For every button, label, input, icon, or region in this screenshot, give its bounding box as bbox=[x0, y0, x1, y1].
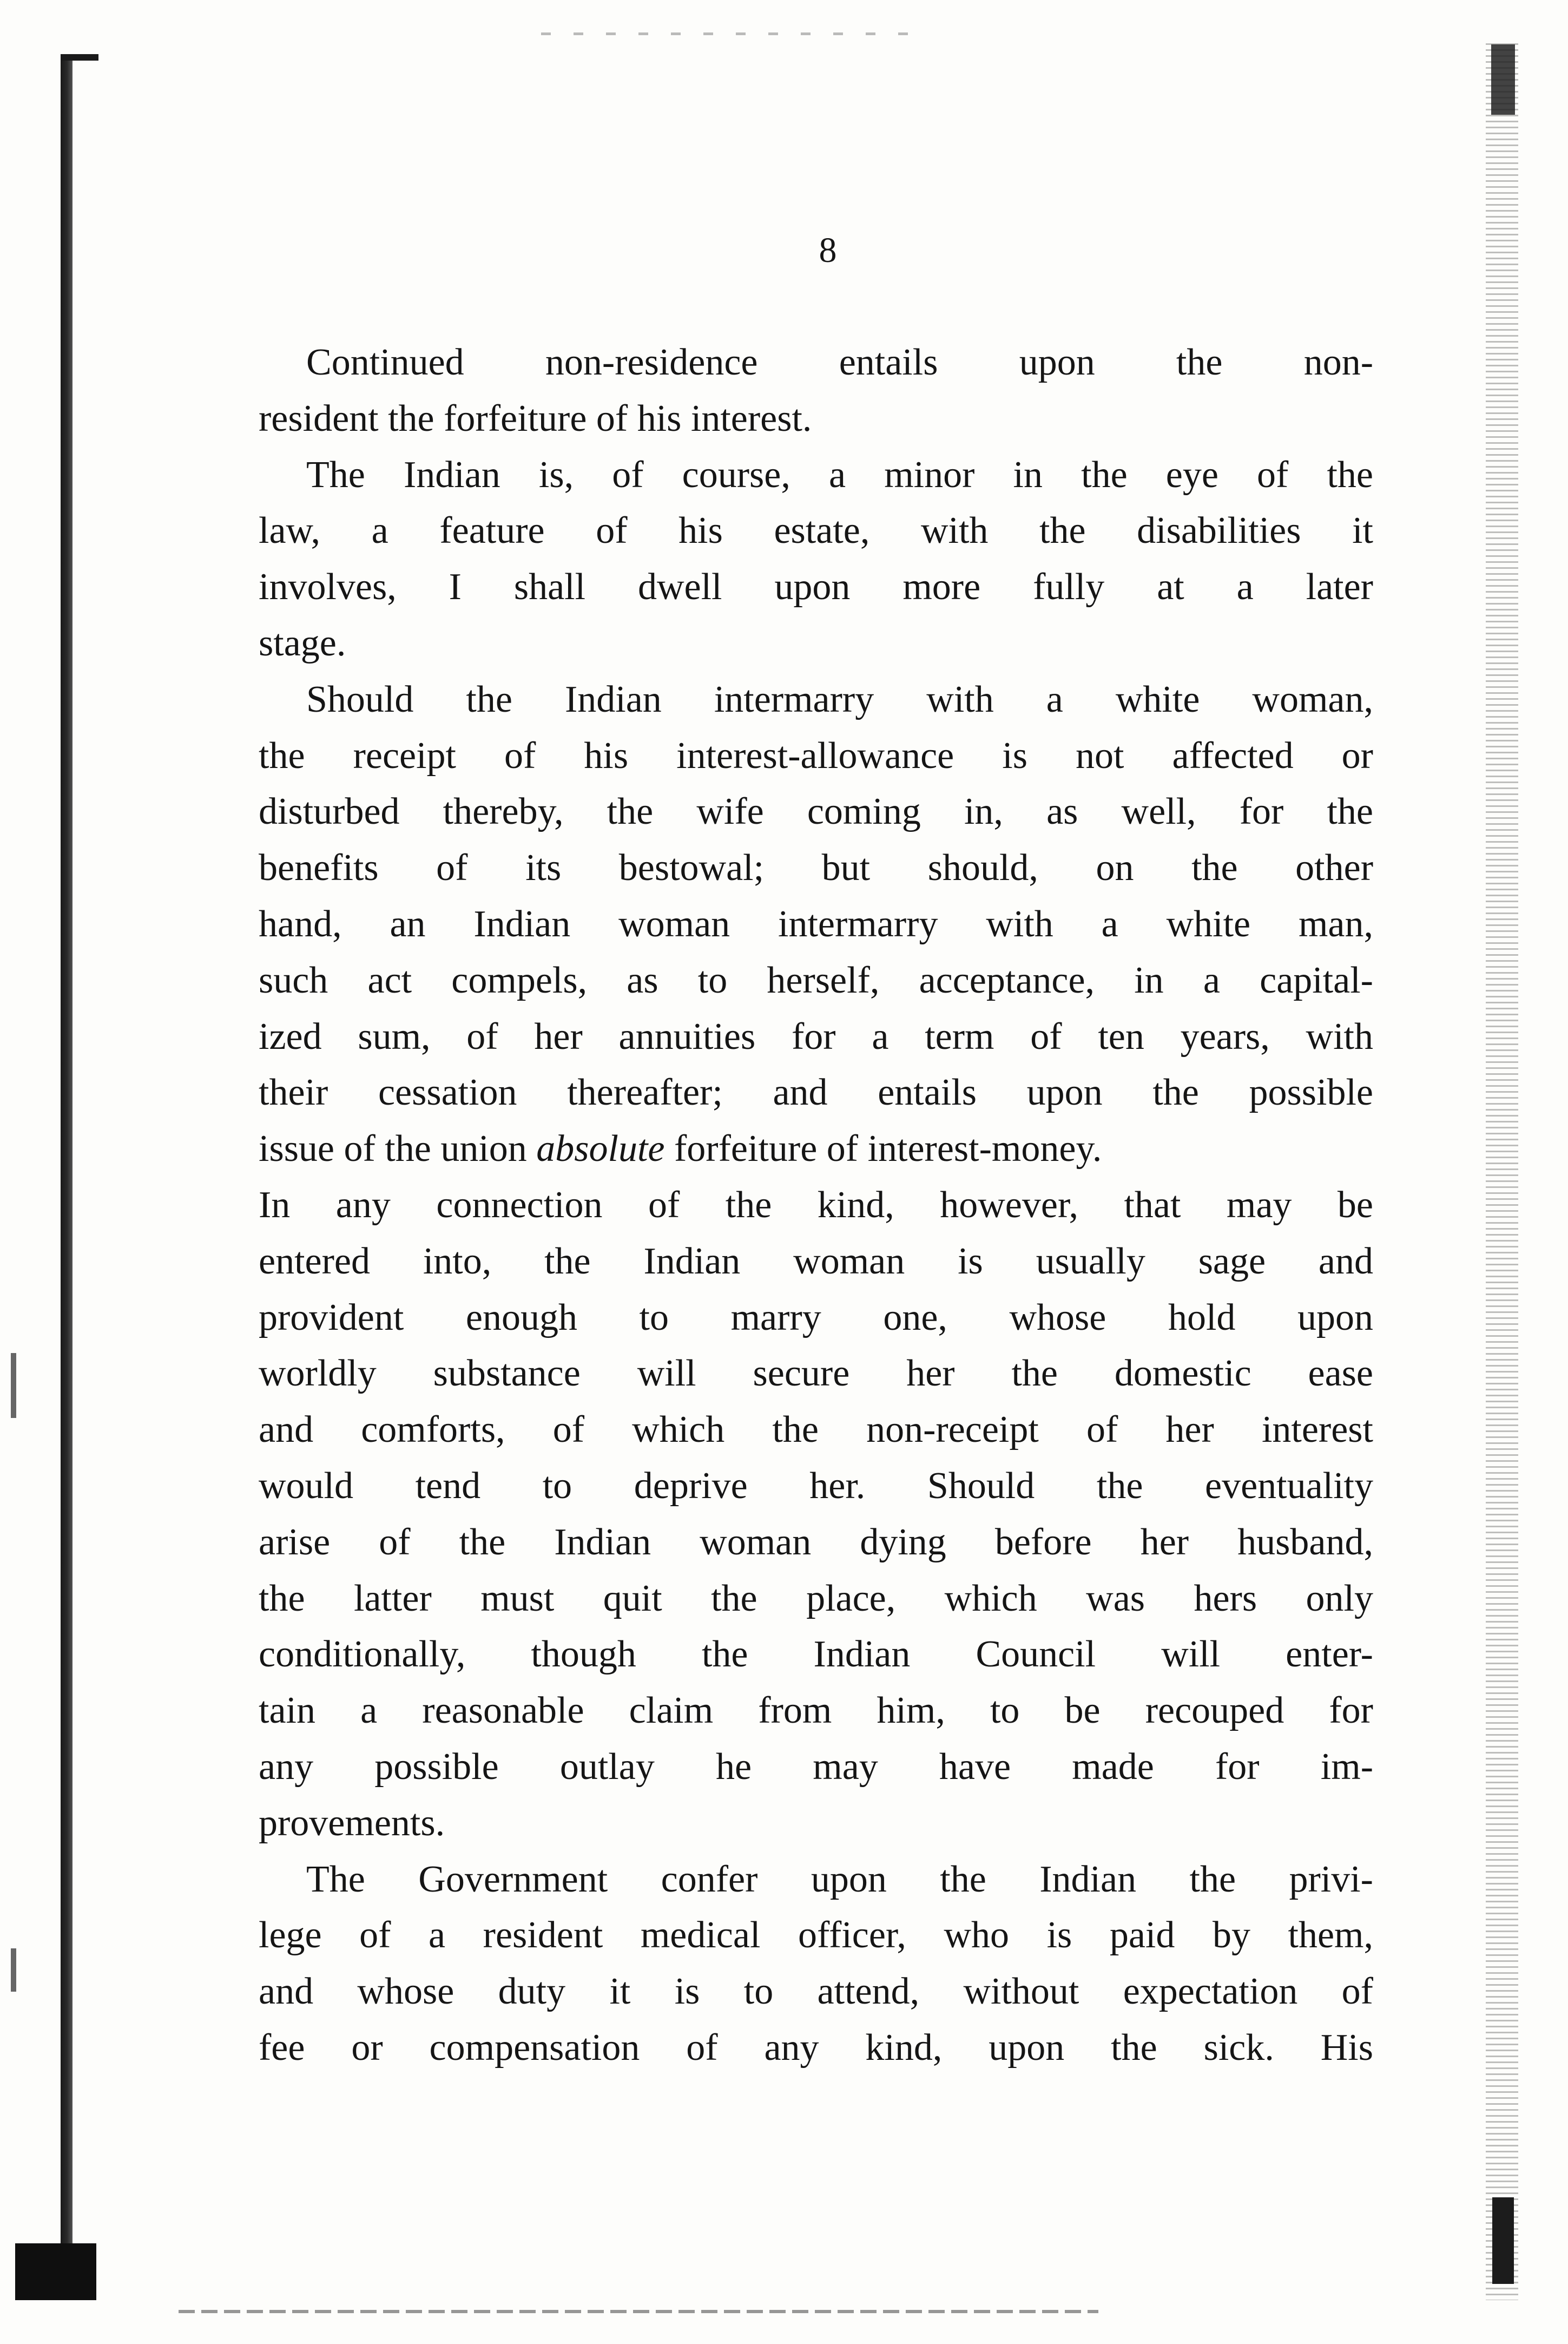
text-line: arise of the Indian woman dying before her husband, bbox=[259, 1521, 1373, 1563]
text-line: disturbed thereby, the wife coming in, as well, for the bbox=[259, 791, 1373, 833]
text-line: and whose duty it is to attend, without expectation of bbox=[259, 1971, 1373, 2013]
scan-left-edge bbox=[61, 54, 73, 2251]
text-line: such act compels, as to herself, acceptance, in a capital- bbox=[259, 959, 1373, 1001]
scan-left-edge-top bbox=[61, 54, 98, 61]
text-line: provements. bbox=[259, 1802, 445, 1844]
text-line: entered into, the Indian woman is usually sage and bbox=[259, 1240, 1373, 1282]
text-line: The Government confer upon the Indian the privi- bbox=[306, 1858, 1373, 1900]
text-line: hand, an Indian woman intermarry with a white man, bbox=[259, 903, 1373, 945]
text-line: and comforts, of which the non-receipt of her interest bbox=[259, 1409, 1373, 1451]
text-line: worldly substance will secure her the domestic ease bbox=[259, 1352, 1373, 1395]
scan-top-edge bbox=[541, 32, 920, 35]
text-line: Should the Indian intermarry with a white woman, bbox=[306, 678, 1373, 720]
scan-speck bbox=[11, 1948, 16, 1992]
text-line: fee or compensation of any kind, upon the sick. His bbox=[259, 2026, 1373, 2069]
scan-left-edge-bottom bbox=[15, 2243, 96, 2300]
text-line: In any connection of the kind, however, that may be bbox=[259, 1184, 1373, 1226]
text-line: provident enough to marry one, whose hold upon bbox=[259, 1296, 1373, 1338]
text-line: The Indian is, of course, a minor in the eye of the bbox=[306, 454, 1373, 496]
scan-right-edge-top bbox=[1491, 44, 1515, 115]
scan-right-edge-bottom bbox=[1492, 2197, 1514, 2284]
text-line: Continued non-residence entails upon the non- bbox=[306, 342, 1373, 383]
text-line: the latter must quit the place, which was hers only bbox=[259, 1577, 1373, 1619]
text-line: ized sum, of her annuities for a term of ten years, with bbox=[259, 1015, 1373, 1058]
text-line: stage. bbox=[259, 622, 346, 664]
text-fragment: forfeiture of interest-money. bbox=[674, 1128, 1102, 1170]
scan-speck bbox=[11, 1353, 16, 1418]
scan-bottom-edge bbox=[179, 2310, 1098, 2313]
text-line: conditionally, though the Indian Council will enter- bbox=[259, 1633, 1373, 1676]
text-line: tain a reasonable claim from him, to be recouped for bbox=[259, 1690, 1373, 1732]
text-line: any possible outlay he may have made for im- bbox=[259, 1745, 1373, 1788]
text-fragment: issue of the union bbox=[259, 1128, 527, 1170]
scan-right-edge bbox=[1486, 43, 1518, 2300]
text-line: law, a feature of his estate, with the disabilities it bbox=[259, 510, 1373, 552]
text-line: their cessation thereafter; and entails upon the possible bbox=[259, 1072, 1373, 1114]
page-number: 8 bbox=[819, 231, 837, 270]
text-line: lege of a resident medical officer, who is paid by them, bbox=[259, 1914, 1373, 1956]
text-line: benefits of its bestowal; but should, on the other bbox=[259, 847, 1373, 889]
text-line: the receipt of his interest-allowance is not affected or bbox=[259, 734, 1373, 777]
body-text bbox=[259, 334, 1373, 2076]
emphasis-text: absolute bbox=[536, 1128, 665, 1170]
text-line: resident the forfeiture of his interest. bbox=[259, 397, 812, 439]
text-line: involves, I shall dwell upon more fully at a later bbox=[259, 566, 1373, 608]
text-line bbox=[259, 1121, 1373, 1177]
text-line: would tend to deprive her. Should the eventuality bbox=[259, 1465, 1373, 1507]
